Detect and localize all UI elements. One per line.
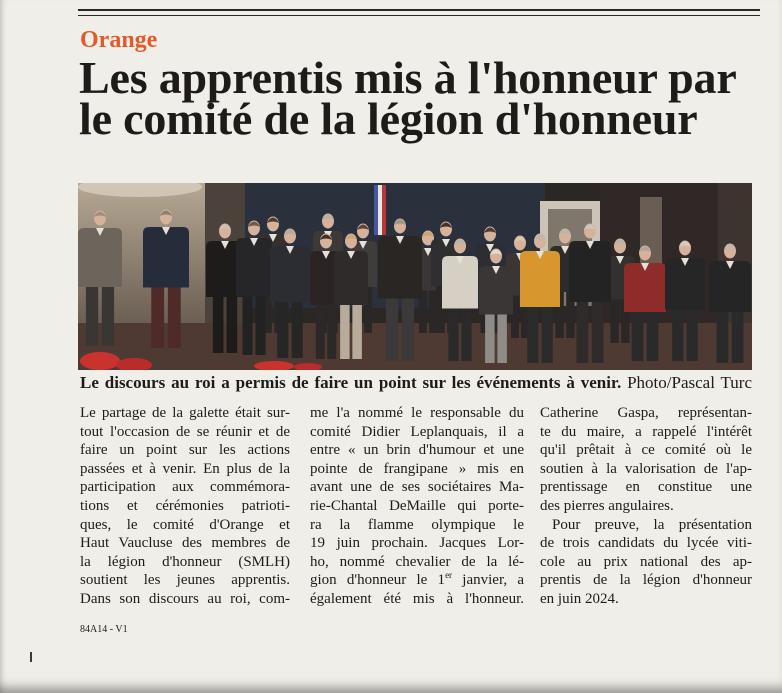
text-line: ra la flamme olympique le (310, 516, 524, 533)
text-line: tout l'occasion de se réunir et de (80, 423, 290, 440)
person-leg (647, 310, 659, 361)
flower-bunch (80, 352, 120, 370)
person-leg (497, 313, 507, 364)
person-leg (151, 286, 164, 349)
text-line: de trois candidats du lycée viti- (540, 535, 752, 552)
person-torso (569, 241, 611, 302)
person-leg (327, 303, 336, 359)
person-torso (78, 228, 122, 287)
person-leg (102, 285, 114, 346)
scan-mark (30, 652, 32, 662)
text-line (310, 571, 524, 590)
person-leg (577, 300, 589, 363)
person-leg (542, 305, 553, 363)
text-line: cole au prix national des ap- (540, 553, 752, 570)
person-torso (143, 227, 189, 288)
text-line: la légion d'honneur (SMLH) (80, 553, 290, 570)
person-leg (402, 297, 414, 362)
text-line: rie-Chantal DeMaille qui porte- (310, 497, 524, 514)
headline-line: Les apprentis mis à l'honneur par (79, 52, 737, 103)
text-line: participation aux commémora- (80, 479, 290, 496)
article-column-3 (540, 404, 752, 609)
person-leg (86, 285, 98, 346)
ordinal-superscript: er (445, 570, 453, 581)
flag-stripe-white (378, 185, 382, 235)
flag-stripe-blue (374, 185, 378, 235)
text-line: Dans son discours au roi, com- (80, 590, 290, 607)
text-line: comité Didier Leplanquais, il a (310, 423, 524, 440)
caption-text: Le discours au roi a permis de faire un point sur les événements à venir. (80, 373, 622, 392)
text-line: Haut Vaucluse des membres de (80, 535, 290, 552)
text-line: soutient les jeunes apprentis. (80, 572, 290, 589)
person-leg (340, 303, 350, 359)
text-line: faire un point sur les actions (80, 442, 290, 459)
text-line: prentissage en constitue une (540, 479, 752, 496)
top-rule (78, 9, 760, 11)
text-line: qu'il prêtait à ce comité où le (540, 442, 752, 459)
section-label: Orange (80, 27, 158, 53)
text-line: entre « un brin d'humour et une (310, 442, 524, 459)
person-leg (632, 310, 644, 361)
person-leg (672, 308, 683, 362)
person-leg (242, 295, 252, 356)
text-fragment: gion d'honneur le 1 (310, 572, 446, 589)
top-rule-thin (78, 15, 760, 16)
person-leg (352, 303, 362, 359)
text-line: soutien à la valorisation de l'ap- (540, 460, 752, 477)
person-torso (334, 251, 368, 305)
person-leg (527, 305, 538, 363)
text-line: en juin 2024. (540, 590, 619, 607)
group-photo-image (78, 183, 752, 370)
person-leg (592, 300, 604, 363)
person-leg (168, 286, 181, 349)
text-line: avant une de ses sociétaires Ma- (310, 479, 524, 496)
text-line: Catherine Gaspa, représentan- (540, 405, 752, 421)
text-line: 19 juin prochain. Jacques Lor- (310, 535, 524, 552)
person-leg (717, 310, 729, 363)
text-line: me l'a nommé le responsable du (310, 405, 524, 421)
photo-credit: Photo/Pascal Turc (627, 373, 752, 392)
person-leg (610, 298, 618, 344)
person-leg (461, 307, 471, 362)
person-leg (227, 295, 238, 353)
person-leg (386, 297, 398, 362)
headline-line: le comité de la légion d'honneur (79, 93, 698, 144)
text-line: te du maire, a rappelé l'intérêt (540, 423, 752, 440)
text-line: Le partage de la galette était sur- (80, 405, 290, 421)
photo-caption (80, 374, 752, 392)
person-leg (687, 308, 698, 362)
person-leg (213, 295, 224, 353)
text-line: passées et à venir. En plus de la (80, 460, 290, 477)
text-fragment: janvier, a (452, 572, 524, 589)
article-column-2 (310, 404, 524, 609)
text-line: prentis de la légion d'honneur (540, 572, 752, 589)
person-torso (236, 238, 272, 297)
person-leg (485, 313, 495, 364)
person-torso (520, 251, 560, 307)
person-leg (448, 307, 458, 362)
person-leg (277, 300, 288, 358)
headline (79, 52, 737, 144)
text-line: ques, le comité d'Orange et (80, 516, 290, 533)
text-line: également été mis à l'honneur. (310, 590, 524, 607)
page-code: 84A14 - V1 (80, 624, 128, 635)
person-torso (270, 246, 310, 302)
text-line: tions et cérémonies patrioti- (80, 497, 290, 514)
text-line: Pour preuve, la présentation (552, 516, 752, 533)
person-leg (292, 300, 303, 358)
person-torso (378, 236, 422, 299)
person-leg (429, 289, 437, 334)
text-line: ho, nommé chevalier de la lé- (310, 553, 524, 570)
text-line: pointe de frangipane » mis en (310, 460, 524, 477)
group-photo (78, 183, 752, 370)
flag-stripe-red (382, 185, 386, 235)
person-leg (255, 295, 265, 356)
text-line: des pierres angulaires. (540, 497, 674, 514)
article-column-1 (80, 404, 290, 609)
person-leg (732, 310, 744, 363)
person-leg (316, 303, 325, 359)
